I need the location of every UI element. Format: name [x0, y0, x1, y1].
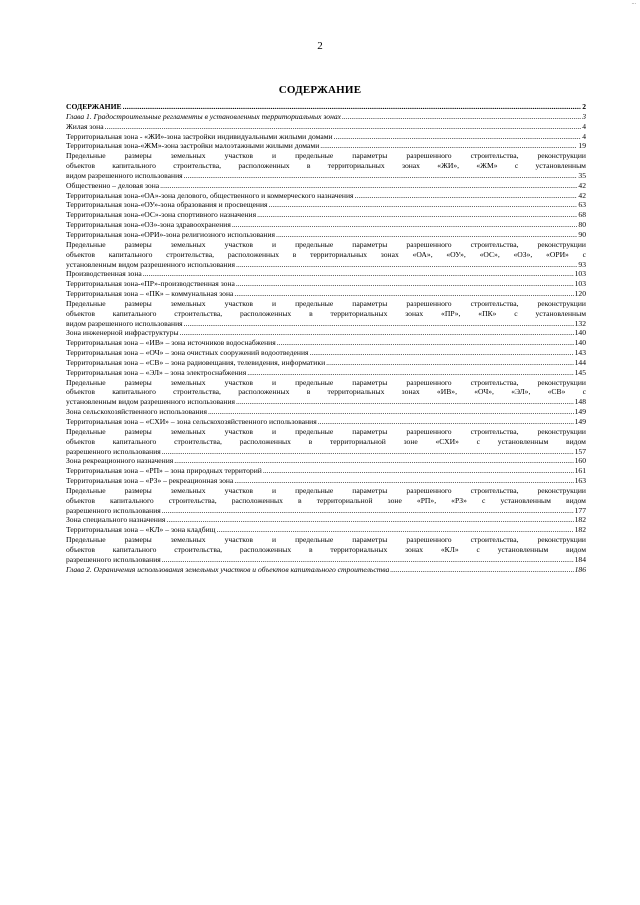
toc-page-number: 103 — [574, 279, 586, 289]
toc-page-number: 149 — [574, 407, 586, 417]
leader-dots — [184, 171, 578, 181]
toc-entry-text: Глава 1. Градостроительные регламенты в установленных территориальных зонах — [66, 111, 342, 121]
toc-entry-text: Территориальная зона-«ЖМ»-зона застройки малоэтажными жилыми домами — [66, 141, 320, 151]
toc-entry-text-line: Предельные размеры земельных участков и предельные параметры разрешенного строительства, реконструкции — [66, 239, 586, 249]
leader-dots — [234, 476, 573, 486]
leader-dots — [320, 141, 577, 151]
leader-dots — [174, 456, 573, 466]
toc-entry[interactable] — [66, 151, 586, 181]
toc-entry[interactable] — [66, 407, 586, 417]
toc-entry[interactable] — [66, 191, 586, 201]
toc-entry-text: Территориальная зона - «ЖИ»-зона застройки индивидуальными жилыми домами — [66, 131, 333, 141]
leader-dots — [257, 210, 577, 220]
toc-entry[interactable] — [66, 279, 586, 289]
toc-page-number: 42 — [578, 180, 586, 190]
toc-page-number: 148 — [574, 397, 586, 407]
leader-dots — [160, 181, 577, 191]
toc-entry-text-line: разрешенного использования — [66, 554, 161, 564]
leader-dots — [123, 102, 582, 112]
toc-page-number: 157 — [574, 446, 586, 456]
toc-entry[interactable] — [66, 338, 586, 348]
toc-entry[interactable] — [66, 427, 586, 457]
toc-page-number: 63 — [578, 200, 586, 210]
toc-page-number: 4 — [582, 121, 586, 131]
toc-entry[interactable] — [66, 417, 586, 427]
toc-entry-text: Зона специального назначения — [66, 515, 166, 525]
toc-entry-text: Территориальная зона-«ОА»-зона делового, общественного и коммерческого назначения — [66, 190, 354, 200]
toc-entry[interactable] — [66, 289, 586, 299]
toc-entry-text-line: видом разрешенного использования — [66, 318, 183, 328]
toc-entry-text: Территориальная зона – «СВ» – зона радиовещания, телевидения, информатики — [66, 357, 326, 367]
toc-page-number: 132 — [574, 318, 586, 328]
toc-entry-text: Глава 2. Ограничения использования земельных участков и объектов капитального строительства — [66, 564, 390, 574]
toc-entry-text: Территориальная зона-«ОС»-зона спортивного назначения — [66, 210, 257, 220]
toc-entry[interactable] — [66, 328, 586, 338]
toc-page-number: 182 — [574, 515, 586, 525]
toc-page-number: 177 — [574, 505, 586, 515]
toc-page-number: 140 — [574, 338, 586, 348]
leader-dots — [236, 260, 577, 270]
toc-page-number: 42 — [578, 190, 586, 200]
leader-dots — [166, 515, 573, 525]
leader-dots — [276, 230, 577, 240]
leader-dots — [180, 328, 574, 338]
toc-entry-text-line: разрешенного использования — [66, 505, 161, 515]
toc-entry-text: Территориальная зона – «СХИ» – зона сельскохозяйственного использования — [66, 417, 317, 426]
toc-entry-text-line: Предельные размеры земельных участков и предельные параметры разрешенного строительства, реконструкции — [66, 298, 586, 308]
toc-page-number: 93 — [578, 259, 586, 269]
leader-dots — [162, 506, 574, 516]
toc-entry-text-line: объектов капитального строительства, расположенных в территориальных зонах «КЛ» с установленным видом — [66, 544, 586, 554]
toc-page-number: 68 — [578, 210, 586, 220]
toc-entry-text-line: объектов капитального строительства, расположенных в территориальных зонах «ИВ», «ОЧ», «ЭЛ», «СВ» с — [66, 387, 586, 397]
toc-entry-text: Территориальная зона – «ЭЛ» – зона электроснабжения — [66, 367, 247, 377]
toc-entry-text-line: установленным видом разрешенного использования — [66, 259, 236, 269]
leader-dots — [234, 289, 573, 299]
toc-entry[interactable] — [66, 456, 586, 466]
toc-entry-text: Зона сельскохозяйственного использования — [66, 407, 207, 417]
toc-entry[interactable] — [66, 102, 586, 112]
toc-entry-text: Производственная зона — [66, 269, 142, 279]
toc-entry-text-line: Предельные размеры земельных участков и предельные параметры разрешенного строительства, реконструкции — [66, 151, 586, 161]
leader-dots — [162, 555, 574, 565]
leader-dots — [208, 407, 574, 417]
toc-entry[interactable] — [66, 348, 586, 358]
toc-page-number: 161 — [574, 466, 586, 476]
toc-entry[interactable] — [66, 220, 586, 230]
leader-dots — [355, 191, 578, 201]
toc-entry[interactable] — [66, 141, 586, 151]
leader-dots — [236, 397, 574, 407]
toc-entry[interactable] — [66, 466, 586, 476]
toc-entry[interactable] — [66, 535, 586, 565]
toc-entry[interactable] — [66, 112, 586, 122]
page-number: 2 — [317, 40, 323, 52]
toc-entry-text: Жилая зона — [66, 121, 104, 131]
toc-entry-text: Территориальная зона – «КЛ» – зона кладбищ — [66, 525, 216, 535]
toc-entry[interactable] — [66, 515, 586, 525]
toc-page-number: 103 — [574, 269, 586, 279]
toc-entry[interactable] — [66, 299, 586, 329]
leader-dots — [326, 358, 573, 368]
toc-page-number: 120 — [574, 289, 586, 299]
leader-dots — [232, 220, 578, 230]
leader-dots — [310, 348, 574, 358]
toc-entry[interactable] — [66, 122, 586, 132]
toc-entry-text-line: объектов капитального строительства, расположенных в территориальной зоне «РП», «РЗ» с установленным видом — [66, 495, 586, 505]
toc-entry-text-line: разрешенного использования — [66, 446, 161, 456]
toc-entry-text: Территориальная зона-«ОЗ»-зона здравоохранения — [66, 220, 231, 230]
toc-page-number: 160 — [574, 456, 586, 466]
toc-entry-text-line: объектов капитального строительства, расположенных в территориальных зонах «ЖИ», «ЖМ» с установленным — [66, 161, 586, 171]
leader-dots — [263, 466, 574, 476]
toc-page-number: 2 — [582, 102, 586, 111]
leader-dots — [277, 338, 574, 348]
toc-entry[interactable] — [66, 525, 586, 535]
toc-page-number: 35 — [578, 170, 586, 180]
toc-entry-text-line: объектов капитального строительства, расположенных в территориальных зонах «ПР», «ПК» с установленным — [66, 308, 586, 318]
leader-dots — [217, 525, 574, 535]
leader-dots — [318, 417, 574, 427]
toc-entry-text: Зона инженерной инфраструктуры — [66, 328, 179, 338]
toc-entry-text-line: видом разрешенного использования — [66, 170, 183, 180]
toc-page-number: 145 — [574, 367, 586, 377]
toc-page-number: 144 — [574, 357, 586, 367]
leader-dots — [162, 447, 574, 457]
toc-page-number: 182 — [574, 525, 586, 535]
toc-entry[interactable] — [66, 486, 586, 516]
toc-entry[interactable] — [66, 210, 586, 220]
toc-entry-text-line: Предельные размеры земельных участков и предельные параметры разрешенного строительства, реконструкции — [66, 377, 586, 387]
toc-page-number: 163 — [574, 476, 586, 486]
toc-page-number: 149 — [574, 417, 586, 426]
toc-entry-text: Территориальная зона – «ПК» – коммунальная зона — [66, 289, 234, 299]
leader-dots — [236, 279, 574, 289]
toc-entry-text-line: объектов капитального строительства, расположенных в территориальной зоне «СХИ» с установленным видом — [66, 436, 586, 446]
toc-entry[interactable] — [66, 200, 586, 210]
toc-page-number: 184 — [574, 554, 586, 564]
leader-dots — [247, 368, 573, 378]
page-title: СОДЕРЖАНИЕ — [278, 84, 362, 96]
toc-entry[interactable] — [66, 230, 586, 240]
toc-entry[interactable] — [66, 358, 586, 368]
toc-page-number: 19 — [578, 141, 586, 151]
toc-entry-text-line: установленным видом разрешенного использования — [66, 397, 236, 407]
toc-page-number: 186 — [574, 564, 586, 574]
toc-entry-text: СОДЕРЖАНИЕ — [66, 102, 122, 111]
toc-entry-text-line: объектов капитального строительства, расположенных в территориальных зонах «ОА», «ОУ», «ОС», «ОЗ», «ОРИ» с — [66, 249, 586, 259]
toc-entry[interactable] — [66, 181, 586, 191]
toc-entry-text-line: Предельные размеры земельных участков и предельные параметры разрешенного строительства, реконструкции — [66, 426, 586, 436]
toc-entry-text-line: Предельные размеры земельных участков и предельные параметры разрешенного строительства, реконструкции — [66, 535, 586, 545]
table-of-contents — [66, 102, 586, 575]
toc-entry[interactable] — [66, 240, 586, 270]
toc-entry-text: Территориальная зона-«ПР»-производственная зона — [66, 279, 235, 289]
toc-page-number: 3 — [582, 111, 586, 121]
leader-dots — [342, 112, 581, 122]
toc-entry-text: Общественно – деловая зона — [66, 180, 160, 190]
leader-dots — [184, 319, 574, 329]
toc-entry[interactable] — [66, 378, 586, 408]
toc-entry[interactable] — [66, 565, 586, 575]
toc-page-number: 90 — [578, 229, 586, 239]
toc-page-number: 140 — [574, 328, 586, 338]
leader-dots — [269, 200, 578, 210]
toc-page-number: 143 — [574, 348, 586, 358]
toc-entry-text: Территориальная зона – «ОЧ» – зона очистных сооружений водоотведения — [66, 348, 309, 358]
toc-entry-text: Территориальная зона – «РП» – зона природных территорий — [66, 466, 262, 476]
toc-entry-text: Территориальная зона – «ИВ» – зона источников водоснабжения — [66, 338, 276, 348]
toc-entry[interactable] — [66, 132, 586, 142]
toc-entry-text-line: Предельные размеры земельных участков и предельные параметры разрешенного строительства, реконструкции — [66, 485, 586, 495]
leader-dots — [105, 122, 582, 132]
toc-page-number: 80 — [578, 220, 586, 230]
toc-entry[interactable] — [66, 269, 586, 279]
toc-entry-text: Территориальная зона-«ОУ»-зона образования и просвещения — [66, 200, 268, 210]
corner-mark: ... — [631, 0, 636, 6]
leader-dots — [334, 132, 582, 142]
toc-entry-text: Зона рекреационного назначения — [66, 456, 174, 466]
leader-dots — [390, 565, 573, 575]
toc-entry[interactable] — [66, 476, 586, 486]
toc-entry-text: Территориальная зона-«ОРИ»-зона религиозного использования — [66, 229, 276, 239]
toc-entry-text: Территориальная зона – «РЗ» – рекреационная зона — [66, 476, 234, 486]
toc-entry[interactable] — [66, 368, 586, 378]
leader-dots — [143, 269, 574, 279]
toc-page-number: 4 — [582, 131, 586, 141]
